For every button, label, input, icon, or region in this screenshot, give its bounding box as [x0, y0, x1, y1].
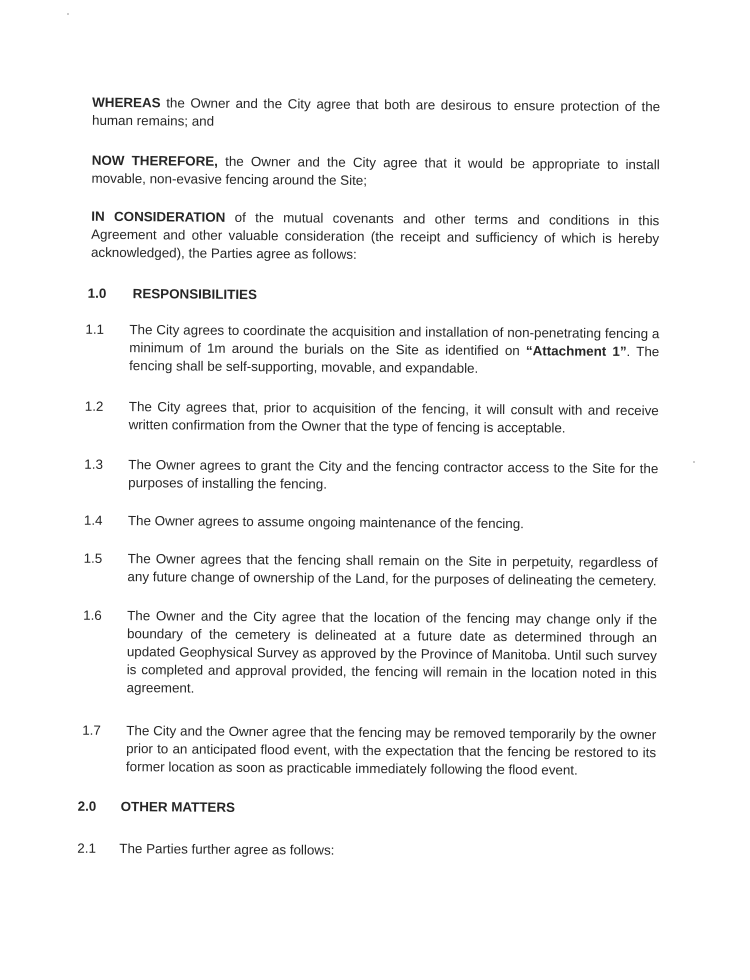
clause-text: The City agrees that, prior to acquisition of the fencing, it will consult with and receive written confirmation from the Owner that the type of fencing is acceptable.	[128, 399, 659, 436]
section-number: 2.0	[77, 798, 97, 814]
clause-1-1	[85, 321, 660, 376]
whereas-lead: WHEREAS	[92, 94, 161, 111]
scan-speck	[67, 13, 69, 15]
clause-number: 1.3	[84, 456, 104, 472]
clause-number: 1.7	[82, 722, 101, 738]
clause-number: 1.2	[84, 398, 104, 414]
clause-text: The Owner agrees to assume ongoing maintenance of the fencing.	[127, 513, 524, 532]
clause-1-5	[83, 550, 658, 589]
clause-1-7	[82, 722, 657, 778]
clause-2-1	[77, 840, 651, 858]
now-therefore-lead: NOW THEREFORE,	[91, 152, 219, 169]
clause-1-4	[83, 512, 658, 532]
clause-1-3	[84, 456, 659, 492]
clause-number: 1.1	[85, 321, 105, 337]
clause-1-6	[83, 607, 658, 696]
clause-text: The City and the Owner agree that the fencing may be removed temporarily by the owner prior to an anticipated flood event, with the expectation that the fencing be restored to its former location as soon as practicable immediately following the flood event.	[125, 723, 657, 778]
in-consideration-lead: IN CONSIDERATION	[91, 208, 226, 225]
now-therefore-text: the Owner and the City agree that it would be appropriate to install movable, non-evasive fencing around the Site;	[91, 153, 660, 188]
attachment-reference: “Attachment 1”	[525, 343, 627, 359]
clause-text: The Owner and the City agree that the location of the fencing may change only if the boundary of the cemetery is delineated at a future date as determined through an updated Geophysical Survey as approved by the Province of Manitoba. Until such survey is completed and approval provided, the fencing will remain in the location noted in this agreement.	[126, 608, 658, 696]
clause-text: The Owner agrees to grant the City and the fencing contractor access to the Site for the purposes of installing the fencing.	[128, 457, 659, 492]
clause-text-part: . The fencing shall be self-supporting, movable, and expandable.	[129, 343, 660, 376]
clause-number: 1.5	[83, 550, 103, 566]
clause-1-2	[84, 398, 659, 436]
whereas-text: the Owner and the City agree that both are desirous to ensure protection of the human remains; and	[91, 95, 661, 129]
clause-text: The Owner agrees that the fencing shall remain on the Site in perpetuity, regardless of any future change of ownership of the Land, for the purposes of delineating the cemetery.	[127, 551, 658, 589]
now-therefore-paragraph	[92, 152, 660, 192]
clause-number: 1.6	[83, 607, 102, 623]
clause-number: 1.4	[83, 512, 103, 528]
section-title: RESPONSIBILITIES	[132, 286, 258, 303]
section-number: 1.0	[87, 285, 107, 301]
scan-speck	[693, 461, 695, 463]
clause-text: The Parties further agree as follows:	[119, 841, 335, 858]
section-title: OTHER MATTERS	[120, 799, 236, 815]
whereas-paragraph	[92, 94, 660, 134]
clause-text	[129, 321, 659, 379]
in-consideration-text: of the mutual covenants and other terms and conditions in this Agreement and other valuable consideration (the receipt and sufficiency of which is hereby acknowledged), the Parties agree as follows:	[90, 209, 660, 262]
clause-number: 2.1	[77, 840, 97, 856]
in-consideration-paragraph	[91, 208, 659, 266]
clause-text-part: The City agrees to coordinate the acquisition and installation of non-penetrating fencing a minimum of 1m around the burials on the Site as identified on	[129, 322, 660, 359]
